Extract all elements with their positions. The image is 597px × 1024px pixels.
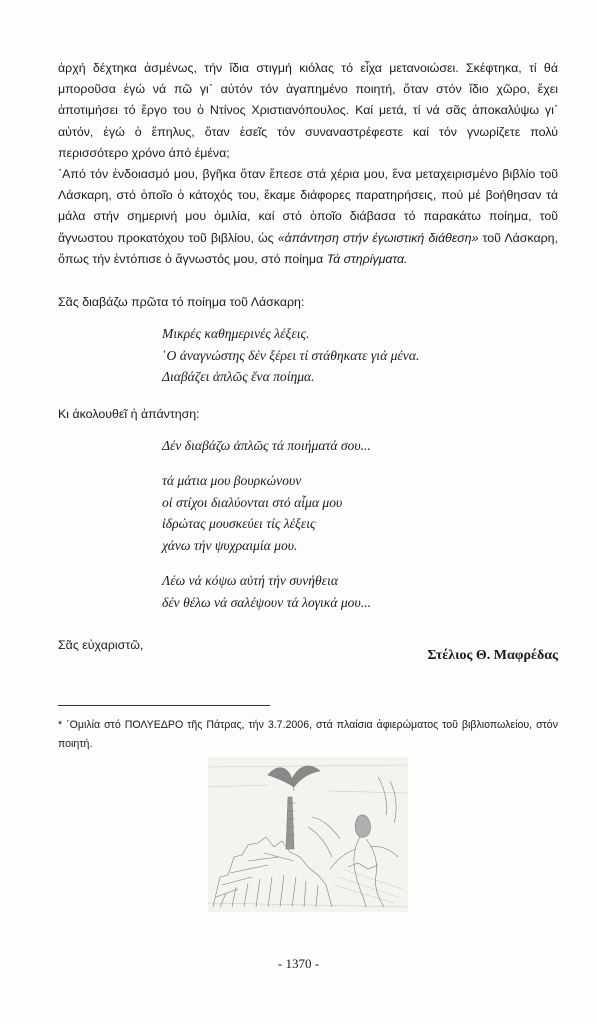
spacer bbox=[58, 270, 558, 292]
lascaris-poem bbox=[58, 323, 558, 388]
stanza-gap bbox=[162, 456, 558, 470]
stanza-gap bbox=[162, 556, 558, 570]
poem-line: ἱδρώτας μουσκεύει τίς λέξεις bbox=[162, 516, 316, 532]
paragraph-1: ἀρχή δέχτηκα ἀσμένως, τήν ἴδια στιγμή κιόλας τό εἶχα μετανοιώσει. Σκέφτηκα, τί θά μποροῦσα ἐγώ νά πῶ γι᾿ αὐτόν τόν ἀγαπημένο ποιητή, ὅταν στόν ἴδιο χῶρο, ἔχει ἀποτιμήσει τό ἔργο του ὁ Ντίνος Χριστιανόπουλος. Καί μετά, τί νά σᾶς ἀποκαλύψω γι᾿ αὐτόν, ἐγώ ὁ ἔπηλυς, ὅταν ἐσεῖς τόν συναναστρέφεστε καί τόν γνωρίζετε πολύ περισσότερο χρόνο ἀπό ἐμένα; bbox=[58, 61, 558, 160]
poem-line: χάνω τήν ψυχραιμία μου. bbox=[162, 537, 298, 553]
paragraph-2-quote: «ἀπάντηση στήν ἐγωιστική διάθεση» bbox=[277, 230, 479, 245]
paragraph-2-mid: τοῦ Λάσκαρη, ὅπως τήν ἐντόπισε ὁ ἄγνωστός μου, στό ποίημα bbox=[58, 230, 559, 266]
author-signature: Στέλιος Θ. Μαφρέδας bbox=[427, 648, 558, 664]
page-number: - 1370 - bbox=[277, 956, 320, 971]
poem-line: ῾Ο ἀναγνώστης δέν ξέρει τί στάθηκατε γιά μένα. bbox=[162, 347, 420, 363]
spacer bbox=[58, 313, 558, 323]
sketch-illustration bbox=[208, 757, 408, 912]
poem-line: Δέν διαβάζω ἁπλῶς τά ποιήματά σου... bbox=[162, 437, 371, 453]
closing bbox=[58, 635, 558, 664]
paragraph-2-poem-title: Τά στηρίγματα. bbox=[326, 251, 408, 266]
poem-line: Λέω νά κόψω αὐτή τήν συνήθεια bbox=[162, 573, 338, 589]
footnote-rule bbox=[58, 705, 270, 706]
intro-answer: Κι ἀκολουθεῖ ἡ ἀπάντηση: bbox=[58, 406, 200, 421]
poem-line: τά μάτια μου βουρκώνουν bbox=[162, 473, 302, 489]
poem-line: οἱ στίχοι διαλύονται στό αἷμα μου bbox=[162, 494, 343, 510]
paragraph-2 bbox=[58, 164, 558, 270]
poem-line: Μικρές καθημερινές λέξεις. bbox=[162, 326, 310, 342]
intro-lascaris-poem: Σᾶς διαβάζω πρῶτα τό ποίημα τοῦ Λάσκαρη: bbox=[58, 295, 305, 310]
spacer bbox=[58, 613, 558, 631]
poem-line: δέν θέλω νά σαλέψουν τά λογικά μου... bbox=[162, 594, 371, 610]
thanks-text: Σᾶς εὐχαριστῶ, bbox=[58, 638, 144, 653]
poem-line: Διαβάζει ἁπλῶς ἕνα ποίημα. bbox=[162, 369, 315, 385]
paragraph-2-start: ῾Από τόν ἐνδοιασμό μου, βγῆκα ὅταν ἔπεσε στά χέρια μου, ἕνα μεταχειρισμένο βιβλίο τοῦ Λάσκαρη, στό ὁποῖο ὁ κάτοχός του, ἔκαμε διάφορες παρατηρήσεις, πού μέ βοήθησαν τά μάλα στήν σημερινή μου ὁμιλία, καί στό ὁποῖο διάβασα τό παρακάτω ποίημα, τοῦ ἄγνωστου προκατόχου τοῦ βιβλίου, ὡς bbox=[58, 167, 558, 245]
body-text bbox=[58, 58, 559, 664]
spacer bbox=[58, 388, 558, 404]
spacer bbox=[58, 425, 558, 435]
footnote: * ῾Ομιλία στό ΠΟΛΥΕΔΡΟ τῆς Πάτρας, τήν 3.7.2006, στά πλαίσια ἀφιερώματος τοῦ βιβλιοπωλείου, στόν ποιητή. bbox=[58, 719, 558, 750]
answer-poem bbox=[58, 435, 558, 614]
